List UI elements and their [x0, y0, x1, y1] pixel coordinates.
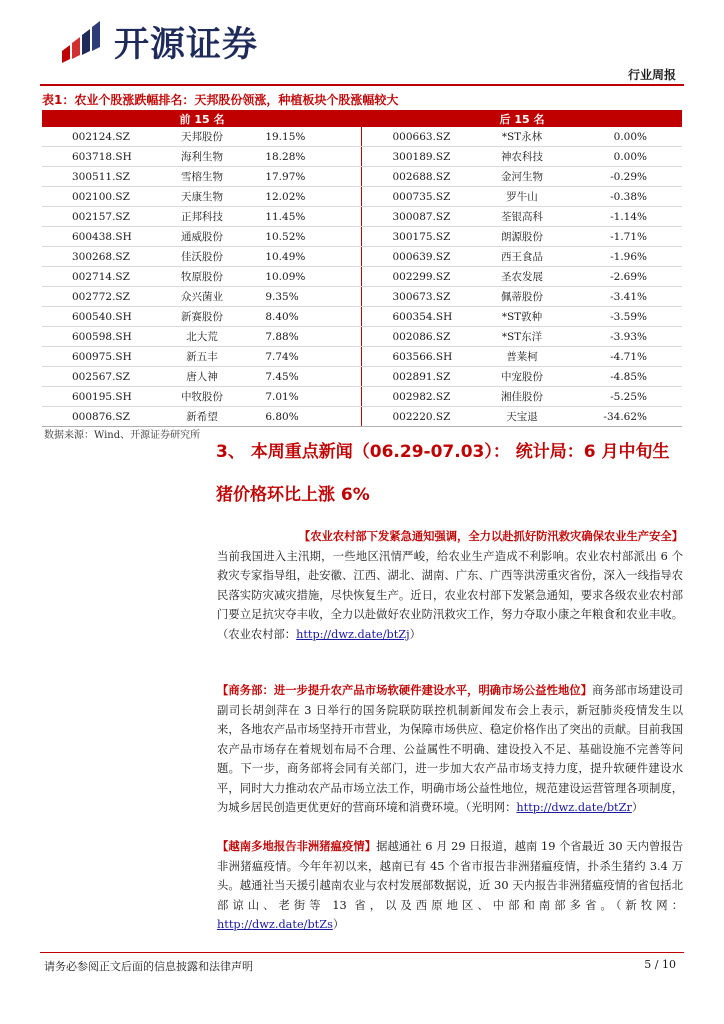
top-15-header: 前 15 名 — [42, 110, 362, 127]
stock-code: 000639.SZ — [362, 247, 469, 267]
stock-change: 9.35% — [255, 287, 362, 307]
stock-name: 天宝退 — [469, 407, 576, 427]
news-item — [217, 527, 683, 644]
table-row — [42, 167, 682, 187]
stock-name: 天康生物 — [149, 187, 256, 207]
news-tail: ） — [631, 801, 644, 814]
stock-name: 佳沃股份 — [149, 247, 256, 267]
stock-name: 通威股份 — [149, 227, 256, 247]
stock-name: 普莱柯 — [469, 347, 576, 367]
stock-code: 600540.SH — [42, 307, 149, 327]
stock-change: 7.88% — [255, 327, 362, 347]
table-row — [42, 407, 682, 427]
table-row — [42, 127, 682, 147]
page-number: 5 / 10 — [644, 958, 676, 971]
news-tail: ） — [409, 627, 421, 641]
news-item — [217, 837, 683, 935]
stock-code: 600598.SH — [42, 327, 149, 347]
stock-name: 朗源股份 — [469, 227, 576, 247]
stock-name: *ST永林 — [469, 127, 576, 147]
stock-name: 海利生物 — [149, 147, 256, 167]
stock-code: 300087.SZ — [362, 207, 469, 227]
news-body: 商务部市场建设司副司长胡剑萍在 3 日举行的国务院联防联控机制新闻发布会上表示，新冠肺炎疫情发生以来，各地农产品市场坚持开市营业，为保障市场供应、稳定价格作出了突出的贡献。目前我国农产品市场存在着规划布局不合理、公益属性不明确、建设投入不足、基础设施不完善等问题。下一步，商务部将会同有关部门，进一步加大农产品市场支持力度，提升软硬件建设水平，同时大力推动农产品市场立法工作，明确市场公益性地位，规范建设运营管理各项制度，为城乡居民创造更优更好的营商环境和消费环境。（光明网： — [217, 684, 683, 814]
stock-change: 8.40% — [255, 307, 362, 327]
news-body: 当前我国进入主汛期，一些地区汛情严峻，给农业生产造成不利影响。农业农村部派出 6 个救灾专家指导组，赴安徽、江西、湖北、湖南、广东、广西等洪涝重灾省份，深入一线指导农民落实防灾减灾措施，尽快恢复生产。近日，农业农村部下发紧急通知，要求各级农业农村部门要立足抗灾夺丰收，全力以赴做好农业防汛救灾工作，努力夺取小康之年粮食和农业丰收。 （农业农村部： — [217, 549, 683, 641]
table-row — [42, 327, 682, 347]
stock-change: -2.69% — [575, 267, 682, 287]
stock-code: 002157.SZ — [42, 207, 149, 227]
data-source: 数据来源：Wind、开源证券研究所 — [44, 430, 201, 441]
news-headline: 【农业农村部下发紧急通知强调，全力以赴抓好防汛救灾确保农业生产安全】 — [298, 529, 683, 543]
stock-change: -1.96% — [575, 247, 682, 267]
stock-change: 10.52% — [255, 227, 362, 247]
stock-code: 600975.SH — [42, 347, 149, 367]
stock-change: 7.01% — [255, 387, 362, 407]
stock-ranking-table — [42, 110, 682, 427]
footer-divider — [40, 952, 684, 953]
stock-change: 0.00% — [575, 127, 682, 147]
stock-code: 002982.SZ — [362, 387, 469, 407]
stock-code: 000663.SZ — [362, 127, 469, 147]
stock-code: 300673.SZ — [362, 287, 469, 307]
table-row — [42, 387, 682, 407]
footer-disclaimer: 请务必参阅正文后面的信息披露和法律声明 — [44, 960, 253, 973]
stock-change: -5.25% — [575, 387, 682, 407]
stock-name: 佩蒂股份 — [469, 287, 576, 307]
news-item — [217, 681, 683, 818]
stock-change: -0.29% — [575, 167, 682, 187]
stock-change: 17.97% — [255, 167, 362, 187]
stock-change: -1.71% — [575, 227, 682, 247]
stock-name: 牧原股份 — [149, 267, 256, 287]
stock-change: -3.59% — [575, 307, 682, 327]
stock-change: -3.93% — [575, 327, 682, 347]
table-caption: 表1：农业个股涨跌幅排名：天邦股份领涨，种植板块个股涨幅较大 — [42, 93, 399, 107]
section-title: 3、 本周重点新闻（06.29-07.03）： 统计局：6 月中旬生猪价格环比上涨 6% — [216, 442, 670, 505]
company-logo — [56, 20, 258, 64]
stock-name: 神农科技 — [469, 147, 576, 167]
table-row — [42, 367, 682, 387]
stock-change: -4.85% — [575, 367, 682, 387]
stock-code: 002299.SZ — [362, 267, 469, 287]
stock-name: 中牧股份 — [149, 387, 256, 407]
stock-change: 0.00% — [575, 147, 682, 167]
stock-change: 18.28% — [255, 147, 362, 167]
stock-code: 002220.SZ — [362, 407, 469, 427]
stock-code: 002688.SZ — [362, 167, 469, 187]
news-tail: ） — [332, 918, 345, 931]
stock-name: 新赛股份 — [149, 307, 256, 327]
table-row — [42, 307, 682, 327]
stock-code: 002086.SZ — [362, 327, 469, 347]
stock-code: 002714.SZ — [42, 267, 149, 287]
stock-name: 圣农发展 — [469, 267, 576, 287]
stock-name: 北大荒 — [149, 327, 256, 347]
stock-name: 唐人神 — [149, 367, 256, 387]
news-headline: 【越南多地报告非洲猪瘟疫情】 — [217, 839, 377, 853]
report-type: 行业周报 — [627, 68, 676, 82]
stock-code: 002891.SZ — [362, 367, 469, 387]
stock-name: 正邦科技 — [149, 207, 256, 227]
stock-change: 19.15% — [255, 127, 362, 147]
stock-code: 600354.SH — [362, 307, 469, 327]
stock-code: 000735.SZ — [362, 187, 469, 207]
table-row — [42, 347, 682, 367]
stock-code: 600195.SH — [42, 387, 149, 407]
table-row — [42, 227, 682, 247]
stock-name: 湘佳股份 — [469, 387, 576, 407]
stock-code: 300268.SZ — [42, 247, 149, 267]
stock-change: -1.14% — [575, 207, 682, 227]
stock-change: 11.45% — [255, 207, 362, 227]
stock-code: 300175.SZ — [362, 227, 469, 247]
news-link[interactable]: http://dwz.date/btZj — [296, 627, 410, 641]
stock-name: *ST东洋 — [469, 327, 576, 347]
news-link[interactable]: http://dwz.date/btZr — [516, 801, 632, 814]
stock-code: 002124.SZ — [42, 127, 149, 147]
stock-change: 7.74% — [255, 347, 362, 367]
table-row — [42, 267, 682, 287]
stock-change: -34.62% — [575, 407, 682, 427]
stock-change: 7.45% — [255, 367, 362, 387]
logo-mark-icon — [56, 21, 104, 63]
stock-code: 000876.SZ — [42, 407, 149, 427]
stock-change: -0.38% — [575, 187, 682, 207]
stock-name: 西王食品 — [469, 247, 576, 267]
stock-name: *ST敦种 — [469, 307, 576, 327]
stock-name: 众兴菌业 — [149, 287, 256, 307]
stock-code: 002100.SZ — [42, 187, 149, 207]
stock-name: 新五丰 — [149, 347, 256, 367]
stock-change: 6.80% — [255, 407, 362, 427]
table-body — [42, 127, 682, 427]
stock-change: -4.71% — [575, 347, 682, 367]
stock-change: 10.09% — [255, 267, 362, 287]
news-headline: 【商务部：进一步提升农产品市场软硬件建设水平，明确市场公益性地位】 — [217, 683, 593, 697]
table-row — [42, 287, 682, 307]
table-row — [42, 147, 682, 167]
stock-name: 罗牛山 — [469, 187, 576, 207]
stock-change: 10.49% — [255, 247, 362, 267]
table-row — [42, 187, 682, 207]
news-link[interactable]: http://dwz.date/btZs — [217, 918, 333, 931]
stock-name: 新希望 — [149, 407, 256, 427]
stock-change: -3.41% — [575, 287, 682, 307]
stock-change: 12.02% — [255, 187, 362, 207]
stock-code: 300189.SZ — [362, 147, 469, 167]
stock-code: 603718.SH — [42, 147, 149, 167]
stock-code: 300511.SZ — [42, 167, 149, 187]
stock-name: 中宠股份 — [469, 367, 576, 387]
stock-name: 金河生物 — [469, 167, 576, 187]
stock-code: 002567.SZ — [42, 367, 149, 387]
stock-code: 600438.SH — [42, 227, 149, 247]
stock-code: 603566.SH — [362, 347, 469, 367]
stock-code: 002772.SZ — [42, 287, 149, 307]
table-row — [42, 207, 682, 227]
logo-text: 开源证券 — [114, 25, 259, 65]
table-row — [42, 247, 682, 267]
bottom-15-header: 后 15 名 — [362, 110, 682, 127]
news-body: 据越通社 6 月 29 日报道，越南 19 个省最近 30 天内曾报告非洲猪瘟疫情。今年年初以来，越南已有 45 个省市报告非洲猪瘟疫情，扑杀生猪约 3.4 万头。越通社当天援引越南农业与农村发展部数据说，近 30 天内报告非洲猪瘟疫情的省包括北部谅山、老街等 13 省，以及西原地区、中部和南部多省。（新牧网： — [217, 840, 683, 912]
header-divider — [40, 84, 684, 86]
stock-name: 荃银高科 — [469, 207, 576, 227]
stock-name: 天邦股份 — [149, 127, 256, 147]
stock-name: 雪榕生物 — [149, 167, 256, 187]
